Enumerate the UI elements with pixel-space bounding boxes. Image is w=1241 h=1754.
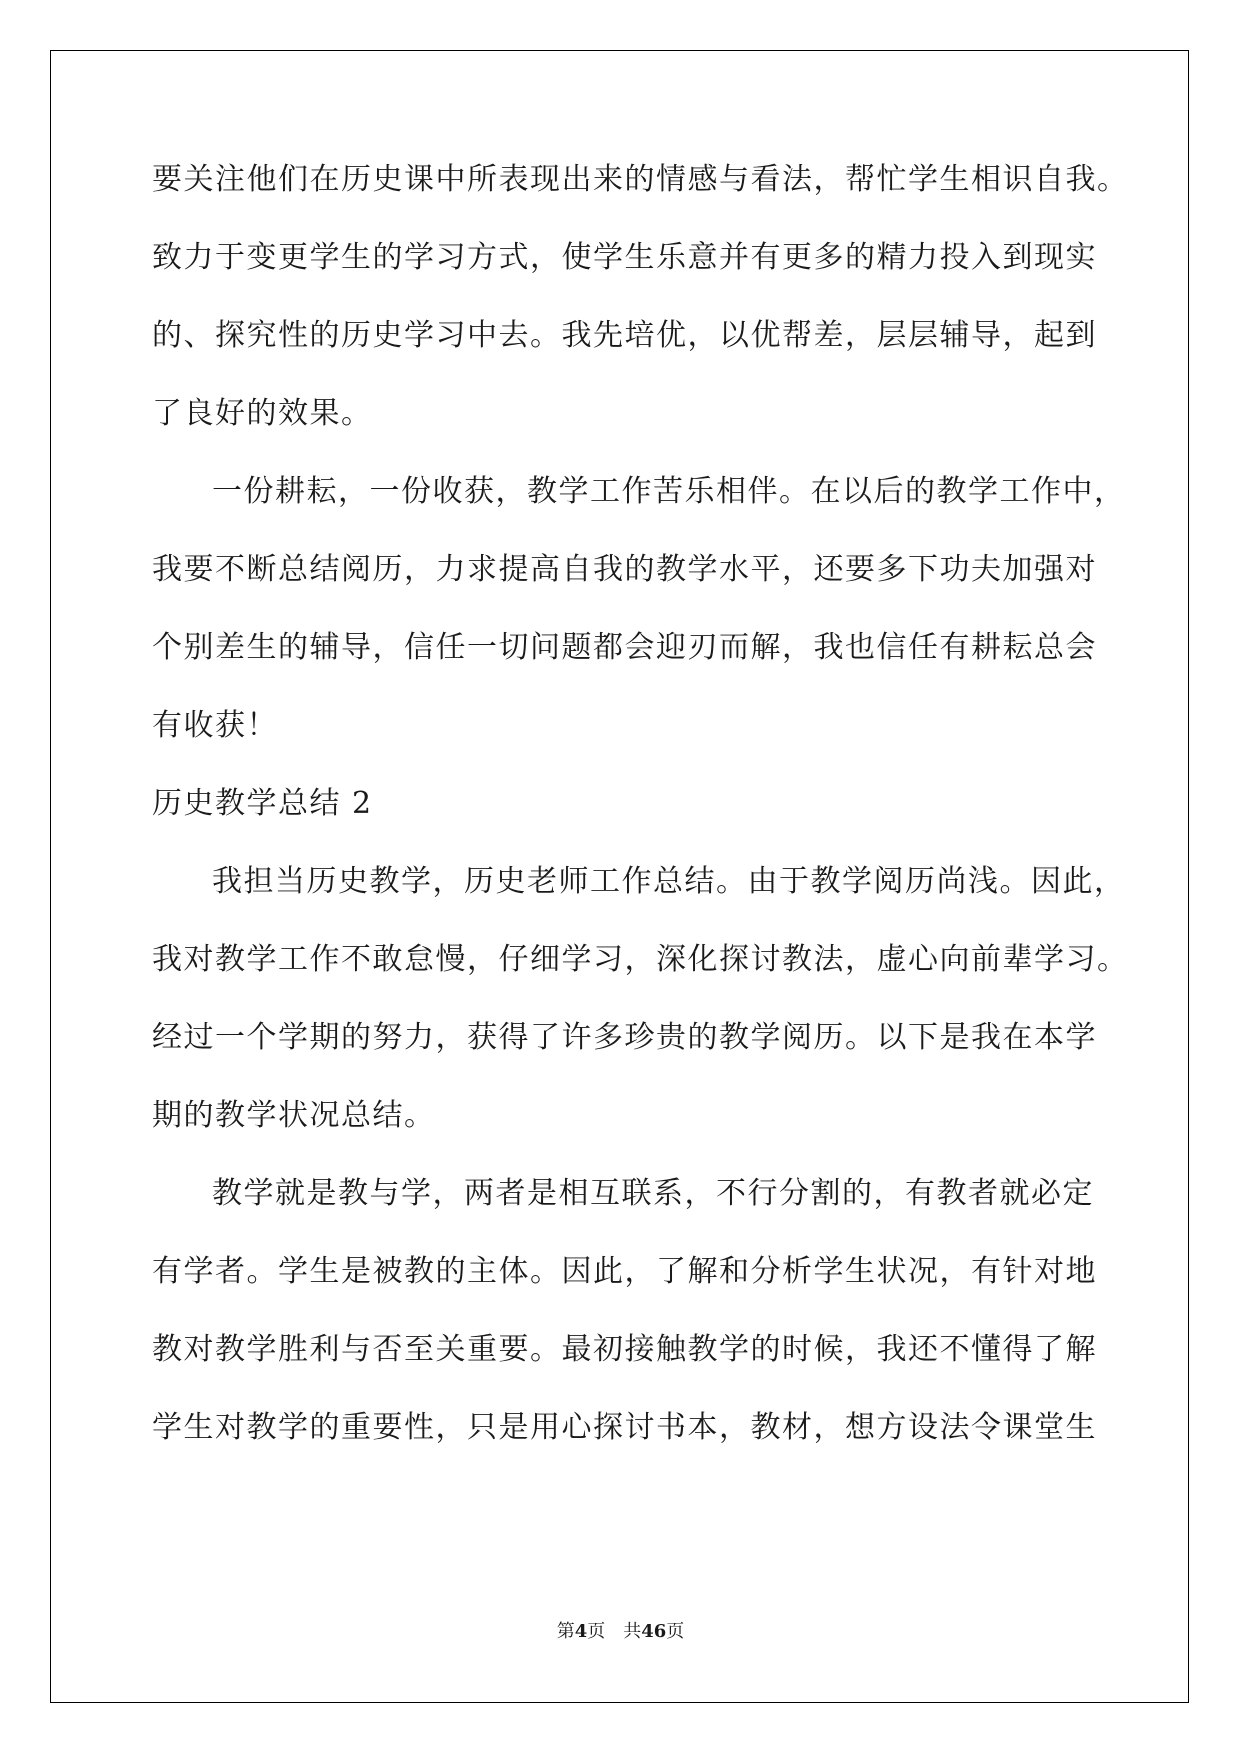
text-line: 教对教学胜利与否至关重要。最初接触教学的时候，我还不懂得了解 (152, 1332, 1097, 1367)
text-line: 了良好的效果。 (152, 396, 373, 431)
page-footer (0, 1620, 1241, 1644)
paragraph-first-line: 一份耕耘，一份收获，教学工作苦乐相伴。在以后的教学工作中， (212, 474, 1126, 509)
page-prefix: 第 (556, 1621, 575, 1642)
text-line: 致力于变更学生的学习方式，使学生乐意并有更多的精力投入到现实 (152, 240, 1097, 275)
text-line: 有收获！ (152, 708, 278, 743)
text-line: 要关注他们在历史课中所表现出来的情感与看法，帮忙学生相识自我。 (152, 162, 1129, 197)
text-line: 我要不断总结阅历，力求提高自我的教学水平，还要多下功夫加强对 (152, 552, 1097, 587)
total-pages: 46 (641, 1621, 667, 1642)
paragraph-first-line: 我担当历史教学，历史老师工作总结。由于教学阅历尚浅。因此， (212, 864, 1126, 899)
paragraph-first-line: 教学就是教与学，两者是相互联系，不行分割的，有教者就必定 (212, 1176, 1094, 1211)
page-suffix: 页 (587, 1621, 606, 1642)
text-line: 经过一个学期的努力，获得了许多珍贵的教学阅历。以下是我在本学 (152, 1020, 1097, 1055)
text-line: 有学者。学生是被教的主体。因此，了解和分析学生状况，有针对地 (152, 1254, 1097, 1289)
total-suffix: 页 (666, 1621, 685, 1642)
text-line: 的、探究性的历史学习中去。我先培优，以优帮差，层层辅导，起到 (152, 318, 1097, 353)
section-heading: 历史教学总结 2 (152, 786, 373, 821)
total-prefix: 共 (623, 1621, 642, 1642)
text-line: 期的教学状况总结。 (152, 1098, 436, 1133)
text-line: 我对教学工作不敢怠慢，仔细学习，深化探讨教法，虚心向前辈学习。 (152, 942, 1129, 977)
page-number: 4 (574, 1621, 588, 1642)
text-line: 学生对教学的重要性，只是用心探讨书本，教材，想方设法令课堂生 (152, 1410, 1097, 1445)
text-line: 个别差生的辅导，信任一切问题都会迎刃而解，我也信任有耕耘总会 (152, 630, 1097, 665)
